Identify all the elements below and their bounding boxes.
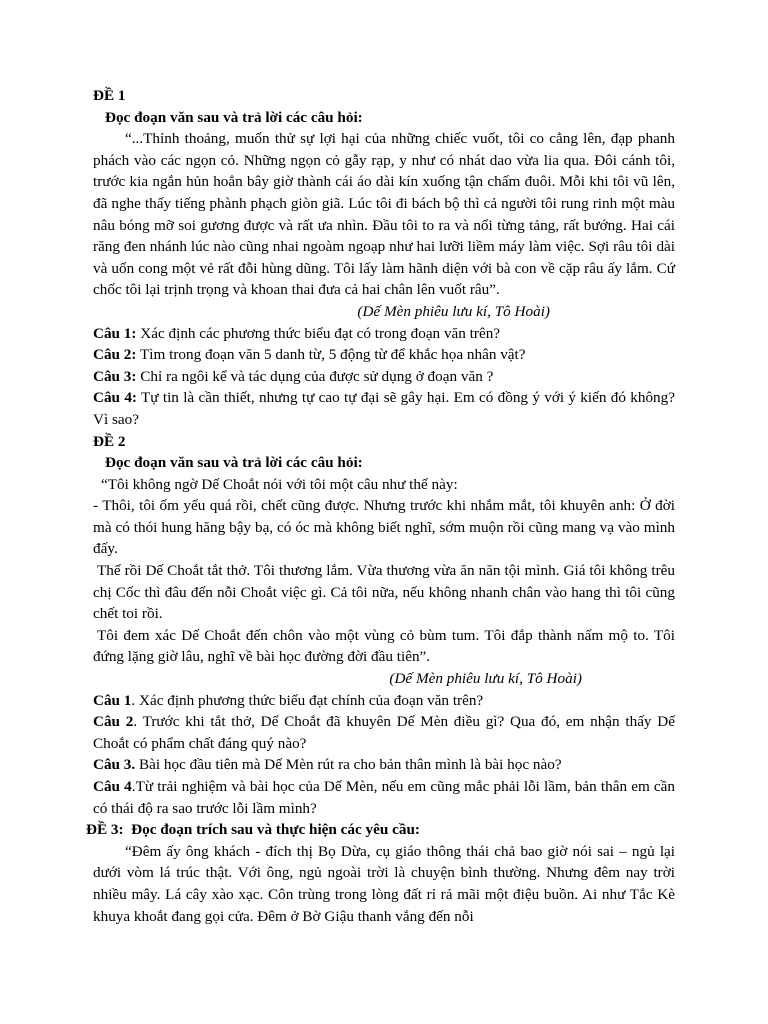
de2-question-1 [93,690,675,712]
de2-question-2 [93,711,675,754]
de1-passage: “...Thỉnh thoảng, muốn thử sự lợi hại của những chiếc vuốt, tôi co cẳng lên, đạp phanh phách vào các ngọn cỏ. Những ngọn cỏ gẫy rạp, y như có nhát dao vừa lia qua. Đôi cánh tôi, trước kia ngắn hủn hoẳn bây giờ thành cái áo dài kín xuống tận chấm đuôi. Mỗi khi tôi vũ lên, đã nghe thấy tiếng phành phạch giòn giã. Lúc tôi đi bách bộ thì cả người tôi rung rinh một màu nâu bóng mỡ soi gương được và rất ưa nhìn. Đầu tôi to ra và nổi từng tảng, rất bướng. Hai cái răng đen nhánh lúc nào cũng nhai ngoàm ngoạp như hai lưỡi liềm máy làm việc. Sợi râu tôi dài và uốn cong một vẻ rất đỗi hùng dũng. Tôi lấy làm hãnh diện với bà con về cặp râu ấy lắm. Cứ chốc tôi lại trịnh trọng và khoan thai đưa cả hai chân lên vuốt râu”. [93,130,675,299]
de2-paragraph-1: “Tôi không ngờ Dế Choắt nói với tôi một câu như thế này: [101,475,458,493]
de3-passage: “Đêm ấy ông khách - đích thị Bọ Dừa, cụ giáo thông thái chả bao giờ nói sai – ngủ lại dưới vòm lá trúc thật. Với ông, ngủ ngoài trời là chuyện bình thường. Nhưng đêm nay trời nhiều mây. Lá cây xào xạc. Côn trùng trong lòng đất rỉ rả mãi một điệu buồn. Ai như Tắc Kè khuya khoắt đang gọi cửa. Đêm ở Bờ Giậu thanh vắng đến nỗi [93,842,675,925]
de1-source: (Dế Mèn phiêu lưu kí, Tô Hoài) [357,302,550,320]
de2-question-4 [93,776,675,819]
question-text: Tìm trong đoạn văn 5 danh từ, 5 động từ để khắc họa nhân vật? [136,346,526,364]
question-label: Câu 2: [93,346,137,364]
question-text: Chỉ ra ngôi kể và tác dụng của được sử dụng ở đoạn văn ? [136,367,494,385]
question-label: Câu 4 [93,778,132,795]
question-label: Câu 3: [93,367,137,385]
de2-title: ĐỀ 2 [93,432,126,450]
de1-question-3 [93,366,675,388]
question-text: Xác định các phương thức biểu đạt có trong đoạn văn trên? [136,324,501,342]
question-label: Câu 1: [93,324,137,342]
question-label: Câu 3. [93,756,136,774]
de3-instruction: Đọc đoạn trích sau và thực hiện các yêu cầu: [123,821,420,839]
question-text: . Xác định phương thức biểu đạt chính của đoạn văn trên? [131,691,484,709]
de2-paragraph-4: Tôi đem xác Dế Choắt đến chôn vào một vùng cỏ bùm tum. Tôi đắp thành nấm mộ to. Tôi đứng lặng giờ lâu, nghĩ về bài học đường đời đầu tiên”. [93,626,675,666]
question-label: Câu 2 [93,713,134,731]
question-text: .Từ trải nghiệm và bài học của Dế Mèn, nếu em cũng mắc phải lỗi lầm, bản thân em cần có thái độ ra sao trước lỗi lầm mình? [93,778,675,817]
de3-title: ĐỀ 3: [86,821,124,839]
de3-heading [86,819,675,841]
de1-question-2 [93,344,675,366]
de1-title: ĐỀ 1 [93,87,126,104]
question-text: Tự tin là cần thiết, nhưng tự cao tự đại sẽ gây hại. Em có đồng ý với ý kiến đó không? Vì sao? [93,389,675,428]
de2-instruction: Đọc đoạn văn sau và trả lời các câu hỏi: [105,454,363,472]
de1-question-4 [93,387,675,430]
de2-paragraph-3: Thế rồi Dế Choắt tắt thở. Tôi thương lắm. Vừa thương vừa ăn năn tội mình. Giá tôi không trêu chị Cốc thì đâu đến nỗi Choắt việc gì. Cả tôi nữa, nếu không nhanh chân vào hang thì tôi cũng chết toi rồi. [93,562,675,623]
document-page [86,85,675,927]
question-text: Bài học đầu tiên mà Dế Mèn rút ra cho bản thân mình là bài học nào? [135,756,562,774]
de1-question-1 [93,323,675,345]
de2-source: (Dế Mèn phiêu lưu kí, Tô Hoài) [389,670,582,688]
de2-paragraph-2: - Thôi, tôi ốm yếu quá rồi, chết cũng được. Nhưng trước khi nhắm mắt, tôi khuyên anh: Ở đời mà có thói hung hăng bậy bạ, có óc mà không biết nghĩ, sớm muộn rồi cũng mang vạ vào mình đấy. [93,497,675,558]
de1-instruction: Đọc đoạn văn sau và trả lời các câu hỏi: [105,108,363,126]
question-label: Câu 4: [93,389,137,407]
question-label: Câu 1 [93,691,132,709]
de2-question-3 [93,754,675,776]
question-text: . Trước khi tắt thở, Dế Choắt đã khuyên Dế Mèn điều gì? Qua đó, em nhận thấy Dế Choắt có phẩm chất đáng quý nào? [93,713,675,752]
